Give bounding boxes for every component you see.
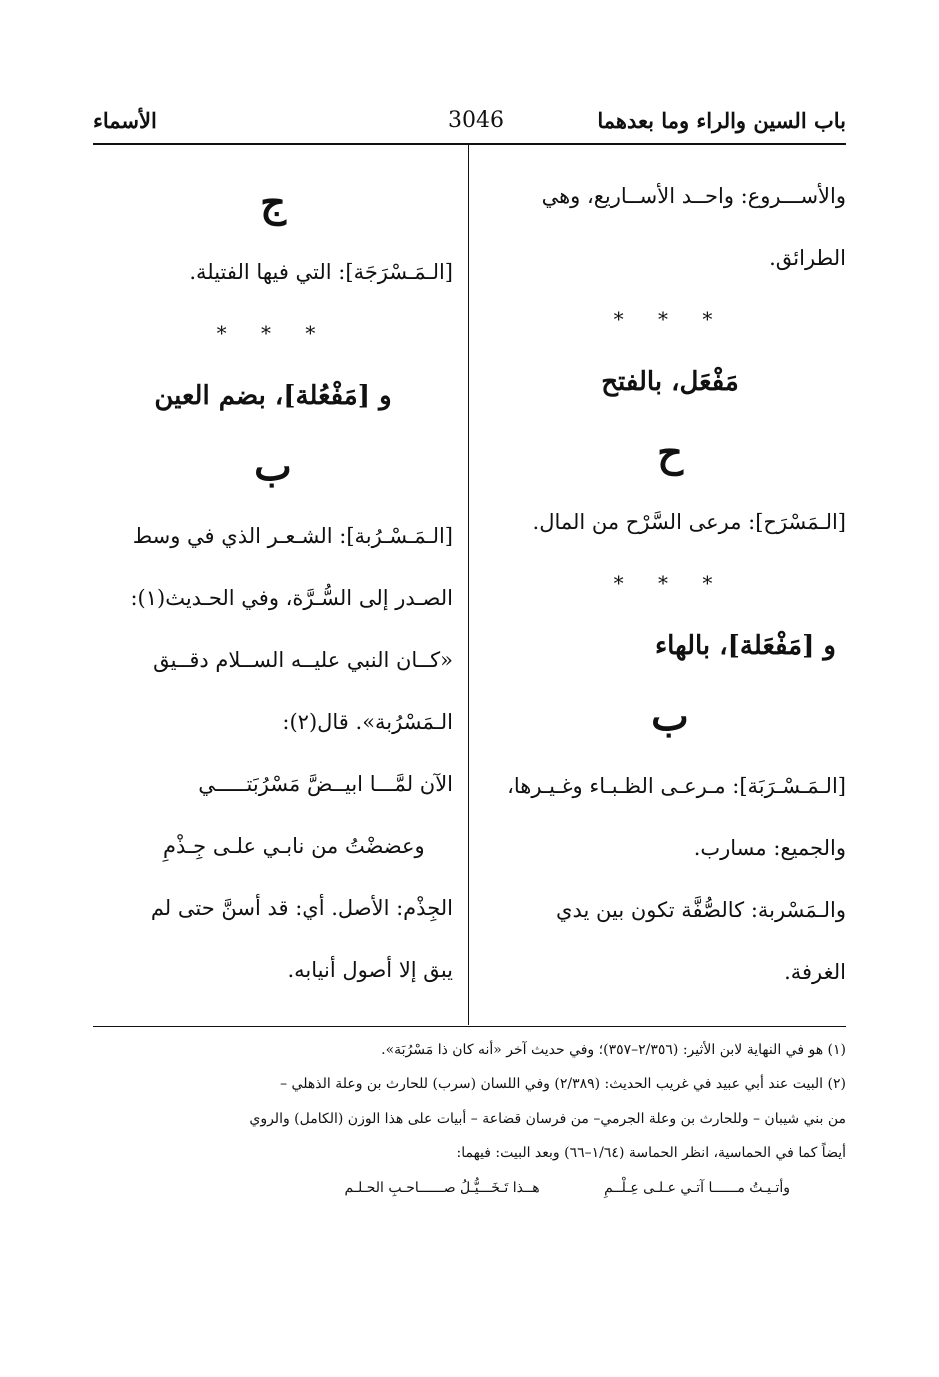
section-separator: * * * bbox=[216, 321, 330, 345]
section-separator: * * * bbox=[613, 571, 727, 595]
entry-masruba-line-3: «كــان النبي عليــه الســلام دقــيق bbox=[153, 648, 453, 672]
page-number: 3046 bbox=[448, 108, 504, 133]
column-divider bbox=[468, 145, 469, 1025]
left-column bbox=[93, 165, 453, 1001]
entry-asru-line-1: والأســـروع: واحــد الأســاريع، وهي bbox=[541, 184, 846, 208]
header-rule bbox=[93, 143, 846, 145]
entry-masruba-line-4: الـمَسْرُبة». قال(٢): bbox=[282, 710, 453, 734]
footnote-1: (١) هو في النهاية لابن الأثير: (٢/٣٥٦–٣٥٧)؛ وفي حديث آخر «أنه كان ذا مَسْرُبَة». bbox=[381, 1042, 846, 1058]
heading-mafal: مَفْعَل، بالفتح bbox=[601, 367, 739, 397]
entry-masraba-line-2: والجميع: مسارب. bbox=[693, 836, 846, 860]
letter-ba: ب bbox=[651, 693, 689, 740]
verse-hemistich-2: وعضضْتُ من نابـي علـى جِـذْمِ bbox=[163, 834, 425, 858]
right-column bbox=[494, 165, 846, 1003]
chapter-title: باب السين والراء وما بعدهما bbox=[597, 108, 846, 133]
entry-masraba2-line-1: والـمَسْربة: كالصُّفَّة تكون بين يدي bbox=[556, 898, 846, 922]
heading-mafala: و [مَفْعَلة]، بالهاء bbox=[654, 631, 836, 661]
footnote-verse bbox=[140, 1180, 790, 1196]
entry-masraba-line-1: [الـمَـسْـرَبَة]: مـرعـى الظـبـاء وغـيـرها، bbox=[507, 774, 846, 798]
letter-ba: ب bbox=[254, 443, 292, 490]
footnote-rule bbox=[93, 1026, 846, 1027]
section-separator: * * * bbox=[613, 307, 727, 331]
section-title: الأسماء bbox=[93, 108, 157, 133]
footnote-2-line-1: (٢) البيت عند أبي عبيد في غريب الحديث: (٢/٣٨٩) وفي اللسان (سرب) للحارث بن وعلة الذهلي – bbox=[280, 1076, 846, 1092]
entry-masruba-line-2: الصـدر إلى السُّـرَّة، وفي الحـديث(١): bbox=[130, 586, 453, 610]
letter-jim: ج bbox=[260, 179, 286, 226]
footnote-verse-hemistich-1: وأتـيـتُ مــــــا آتـي عـلـى عِـلْــمِ bbox=[604, 1180, 790, 1196]
footnote-2-line-2: من بني شيبان – وللحارث بن وعلة الجرمي– من فرسان قضاعة – أبيات على هذا الوزن (الكامل) والروي bbox=[249, 1111, 846, 1127]
entry-masraba2-line-2: الغرفة. bbox=[784, 960, 846, 984]
entry-asru-line-2: الطرائق. bbox=[769, 246, 846, 270]
heading-mafula: و [مَفْعُلة]، بضم العين bbox=[154, 381, 392, 411]
entry-masraja: [الـمَـسْرَجَة]: التي فيها الفتيلة. bbox=[189, 260, 453, 284]
entry-masrah: [الـمَسْرَح]: مرعى السَّرْح من المال. bbox=[532, 510, 846, 534]
entry-jidhm-line-2: يبق إلا أصول أنيابه. bbox=[287, 958, 453, 982]
verse-hemistich-1: الآن لمَّـــا ابيــضَّ مَسْرُبَتـــــي bbox=[198, 772, 453, 796]
footnote-verse-hemistich-2: هــذا تَـخَـــيُّـلُ صــــــاحـبِ الحـلـم bbox=[344, 1180, 540, 1196]
letter-ha: ح bbox=[657, 429, 683, 476]
entry-jidhm-line-1: الجِذْم: الأصل. أي: قد أسنَّ حتى لم bbox=[150, 896, 453, 920]
footnote-2-line-3: أيضاً كما في الحماسية، انظر الحماسة (١/٦٤–٦٦) وبعد البيت: فيهما: bbox=[456, 1145, 846, 1161]
entry-masruba-line-1: [الـمَـسْـرُبة]: الشـعـر الذي في وسط bbox=[132, 524, 453, 548]
